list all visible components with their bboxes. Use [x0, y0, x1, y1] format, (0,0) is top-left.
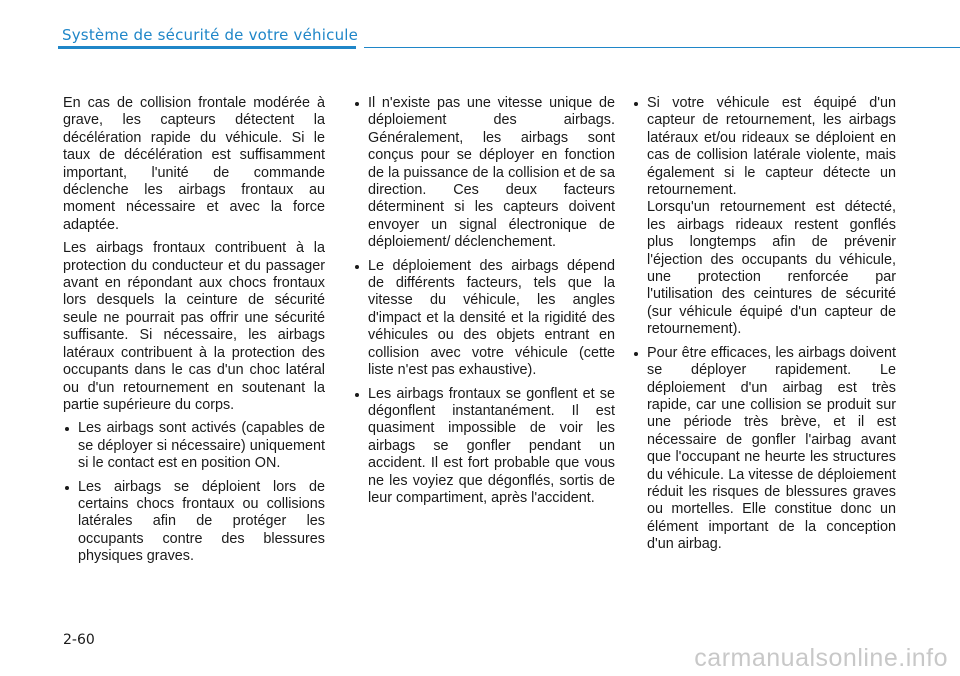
list-item: Pour être efficaces, les airbags doivent se déployer rapidement. Le déploiement d'un airbag est très rapide, car une collision se produit sur une période très brève, et il est nécessaire de gonfler l'airbag avant que l'occupant ne heurte les structures du véhicule. La vitesse de déploiement réduit les risques de blessures graves ou mortelles. Elle constitue donc un élément important de la conception d'un airbag. — [632, 345, 896, 554]
list-item-text: Si votre véhicule est équipé d'un capteur de retournement, les airbags latéraux et/ou rideaux se déploient en cas de collision latérale violente, mais également si le capteur détecte un retournement. — [647, 95, 896, 199]
page-number: 2-60 — [63, 632, 95, 648]
text-column-3 — [632, 95, 896, 560]
bullet-list — [353, 95, 615, 507]
bullet-list — [63, 420, 325, 565]
paragraph: En cas de collision frontale modérée à grave, les capteurs détectent la décélération rapide du véhicule. Si le taux de décélération est suffisamment important, l'unité de commande déclenche les airbags frontaux au moment nécessaire et avec la force adaptée. — [63, 95, 325, 233]
section-title: Système de sécurité de votre véhicule — [62, 26, 359, 44]
list-item-continuation: Lorsqu'un retournement est détecté, les airbags rideaux restent gonflés plus longtemps afin de prévenir l'éjection des occupants du véhicule, une protection renforcée par l'utilisation des ceintures de sécurité (sur véhicule équipé d'un capteur de retournement). — [647, 199, 896, 338]
list-item: Il n'existe pas une vitesse unique de déploiement des airbags. Généralement, les airbags sont conçus pour se déployer en fonction de la puissance de la collision et de sa direction. Ces deux facteurs déterminent si les capteurs doivent envoyer un signal électronique de déploiement/ déclenchement. — [353, 95, 615, 252]
list-item: Les airbags frontaux se gonflent et se dégonflent instantanément. Il est quasiment impossible de voir les airbags se gonfler pendant un accident. Il est fort probable que vous ne les voyiez que dégonflés, sortis de leur compartiment, après l'accident. — [353, 386, 615, 508]
list-item: Les airbags se déploient lors de certains chocs frontaux ou collisions latérales afin de protéger les occupants contre des blessures physiques graves. — [63, 479, 325, 566]
text-column-2 — [353, 95, 615, 513]
list-item: Le déploiement des airbags dépend de différents facteurs, tels que la vitesse du véhicule, les angles d'impact et la densité et la rigidité des véhicules ou des objets entrant en collision avec votre véhicule (cette liste n'est pas exhaustive). — [353, 258, 615, 380]
header-rule-thin — [364, 47, 960, 48]
watermark-text: carmanualsonline.info — [694, 644, 948, 672]
bullet-list — [632, 95, 896, 554]
text-column-1 — [63, 95, 325, 572]
list-item — [632, 95, 896, 339]
header-rule-thick — [58, 46, 356, 49]
list-item: Les airbags sont activés (capables de se déployer si nécessaire) uniquement si le contact est en position ON. — [63, 420, 325, 472]
paragraph: Les airbags frontaux contribuent à la protection du conducteur et du passager avant en répondant aux chocs frontaux lors desquels la ceinture de sécurité seule ne pourrait pas offrir une sécurité suffisante. Si nécessaire, les airbags latéraux contribuent à la protection des occupants dans le cas d'un choc latéral ou d'un retournement en soutenant la partie supérieure du corps. — [63, 240, 325, 413]
